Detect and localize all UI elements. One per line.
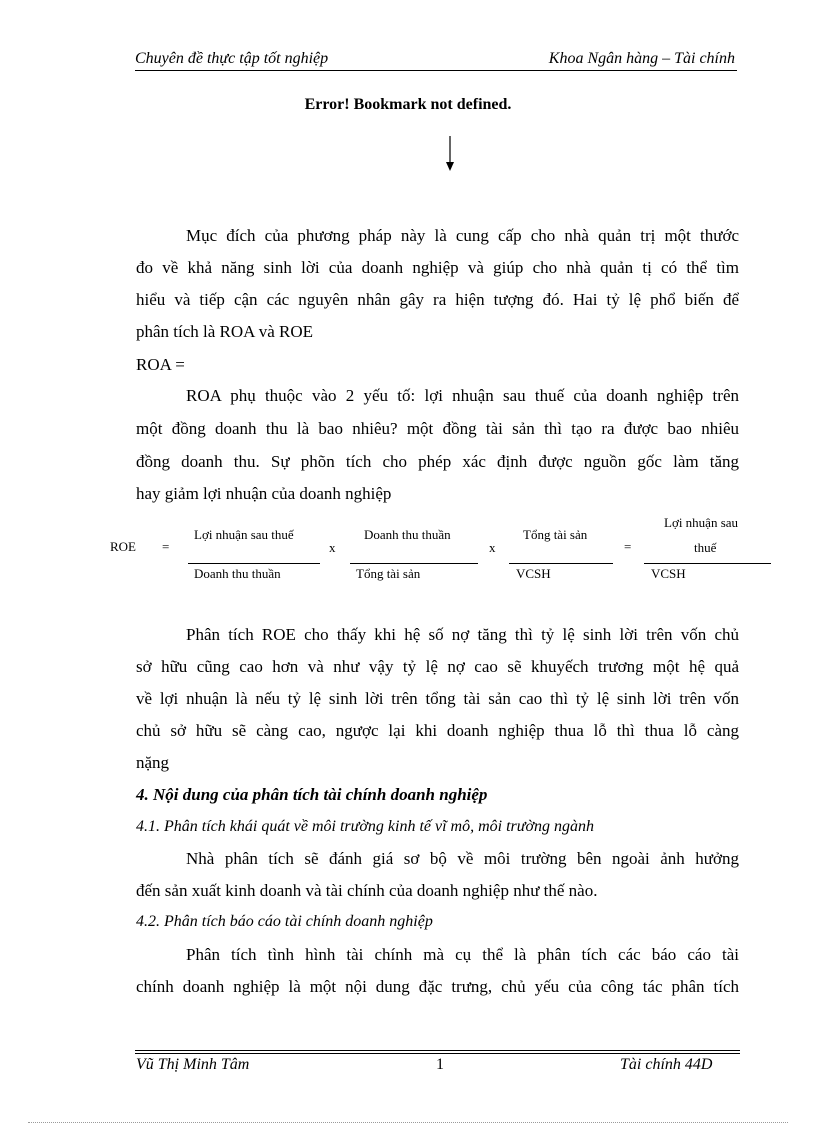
fraction-3-bar (509, 563, 613, 564)
paragraph-4-line-2: đến sản xuất kinh doanh và tài chính của doanh nghiệp như thế nào. (136, 881, 598, 900)
fraction-4-bar (644, 563, 771, 564)
footer-author: Vũ Thị Minh Tâm (136, 1056, 250, 1073)
footer-class: Tài chính 44D (620, 1056, 713, 1073)
paragraph-3-line-2: sở hữu cũng cao hơn và như vậy tỷ lệ nợ cao sẽ khuyếch trương một hệ quả (136, 657, 739, 676)
paragraph-1-line-1: Mục đích của phương pháp này là cung cấp cho nhà quản trị một thước (186, 226, 739, 245)
paragraph-5-line-2: chính doanh nghiệp là một nội dung đặc trưng, chủ yếu của công tác phân tích (136, 977, 739, 996)
fraction-1-numerator: Lợi nhuận sau thuế (194, 527, 294, 542)
fraction-2-bar (350, 563, 478, 564)
fraction-2-denominator: Tổng tài sản (356, 566, 421, 581)
fraction-4-denominator: VCSH (651, 566, 686, 581)
heading-4: 4. Nội dung của phân tích tài chính doanh nghiệp (136, 785, 488, 804)
header-left: Chuyên đề thực tập tốt nghiệp (135, 50, 329, 67)
fraction-4-numerator-line-1: Lợi nhuận sau (664, 515, 739, 530)
roe-label: ROE (110, 539, 136, 554)
times-sign-2: x (489, 540, 496, 555)
paragraph-2-line-1: ROA phụ thuộc vào 2 yếu tố: lợi nhuận sau thuế của doanh nghiệp trên (186, 386, 739, 405)
bookmark-error: Error! Bookmark not defined. (304, 96, 512, 113)
heading-4-2: 4.2. Phân tích báo cáo tài chính doanh nghiệp (136, 913, 433, 930)
page-header (135, 48, 737, 71)
down-arrow-icon (443, 136, 457, 172)
footer-rule-top (135, 1050, 740, 1051)
equals-sign-2: = (624, 539, 632, 554)
heading-4-1: 4.1. Phân tích khái quát về môi trường kinh tế vĩ mô, môi trường ngành (136, 818, 595, 835)
fraction-3-denominator: VCSH (516, 566, 551, 581)
footer-page-number: 1 (436, 1056, 444, 1073)
paragraph-2-line-3: đồng doanh thu. Sự phõn tích cho phép xác định được nguồn gốc làm tăng (136, 452, 739, 471)
footer-rule-bottom (135, 1053, 740, 1054)
fraction-1-bar (188, 563, 320, 564)
paragraph-3-line-4: chủ sở hữu sẽ càng cao, ngược lại khi doanh nghiệp thua lỗ thì thua lỗ càng (136, 721, 739, 740)
times-sign-1: x (329, 540, 336, 555)
roa-line: ROA = (136, 355, 185, 374)
fraction-4-numerator-line-2: thuế (694, 540, 717, 555)
fraction-2-numerator: Doanh thu thuần (364, 527, 451, 542)
header-right: Khoa Ngân hàng – Tài chính (548, 50, 735, 67)
paragraph-1-line-2: đo về khả năng sinh lời của doanh nghiệp và giúp cho nhà quản tị có thể tìm (136, 258, 739, 277)
fraction-3-numerator: Tổng tài sản (523, 527, 588, 542)
equals-sign-1: = (162, 539, 170, 554)
paragraph-3-line-3: về lợi nhuận là nếu tỷ lệ sinh lời trên tổng tài sản cao thì tỷ lệ sinh lời trên vốn (136, 689, 739, 708)
paragraph-2-line-2: một đồng doanh thu là bao nhiêu? một đồng tài sản thì tạo ra được bao nhiêu (136, 419, 739, 438)
paragraph-4-line-1: Nhà phân tích sẽ đánh giá sơ bộ về môi trường bên ngoài ảnh hưởng (186, 849, 739, 868)
paragraph-3-line-1: Phân tích ROE cho thấy khi hệ số nợ tăng thì tỷ lệ sinh lời trên vốn chủ (186, 625, 739, 644)
fraction-1-denominator: Doanh thu thuần (194, 566, 281, 581)
paragraph-5-line-1: Phân tích tình hình tài chính mà cụ thể là phân tích các báo cáo tài (186, 945, 739, 964)
paragraph-3-line-5: nặng (136, 753, 170, 772)
paragraph-1-line-4: phân tích là ROA và ROE (136, 322, 314, 341)
paragraph-2-line-4: hay giảm lợi nhuận của doanh nghiệp (136, 484, 392, 503)
paragraph-1-line-3: hiểu và tiếp cận các nguyên nhân gây ra hiện tượng đó. Hai tỷ lệ phổ biến để (136, 290, 739, 309)
